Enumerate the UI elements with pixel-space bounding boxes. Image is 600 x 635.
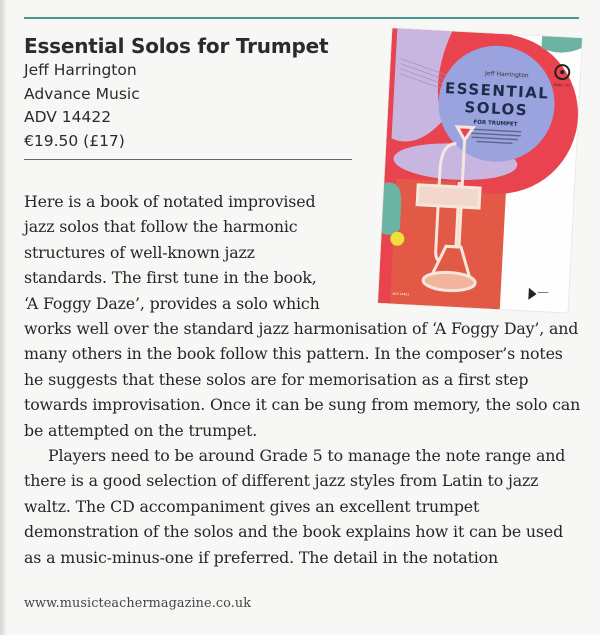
svg-text:FOR TRUMPET: FOR TRUMPET [473, 119, 518, 128]
body-paragraph-1-continued: works well over the standard jazz harmonisation of ‘A Foggy Day’, and many others in the book follow this pattern. In the composer’s notes he suggests that these solos are for memorisation as a first step towards improvisation. Once it can be sung from memory, the solo can be attempted on the trumpet. [24, 319, 581, 440]
body-line: standards. The first tune in the book, [24, 268, 317, 288]
magazine-url[interactable]: www.musicteachermagazine.co.uk [24, 596, 252, 611]
review-header [24, 33, 328, 153]
svg-text:Jeff Harrington: Jeff Harrington [484, 70, 529, 80]
book-title: Essential Solos for Trumpet [24, 34, 329, 58]
body-line: Here is a book of notated improvised [24, 192, 316, 211]
body-paragraph-2: Players need to be around Grade 5 to manage the note range and there is a good selection of different jazz styles from Latin to jazz waltz. The CD accompaniment gives an excellent trumpet demonstration of the solos and the book explains how it can be used as a music-minus-one if preferred. The detail in the notation [24, 446, 566, 567]
svg-text:ADV 14422: ADV 14422 [392, 291, 410, 297]
section-top-rule [24, 17, 579, 19]
body-line: ‘A Foggy Daze’, provides a solo which [24, 293, 320, 313]
svg-text:ESSENTIAL: ESSENTIAL [444, 79, 550, 103]
svg-text:BOOK / CD: BOOK / CD [553, 82, 570, 88]
body-paragraph-1-wrapped [24, 189, 349, 316]
review-body [24, 189, 584, 570]
book-publisher: Advance Music [24, 84, 140, 103]
header-divider [24, 159, 352, 160]
page-gutter-shadow [0, 0, 6, 635]
catalogue-number: ADV 14422 [24, 108, 112, 126]
svg-text:SOLOS: SOLOS [464, 98, 529, 120]
body-line: jazz solos that follow the harmonic [24, 217, 298, 237]
book-price: €19.50 (£17) [24, 131, 125, 150]
book-author: Jeff Harrington [24, 61, 137, 79]
body-line: structures of well-known jazz [24, 242, 255, 262]
